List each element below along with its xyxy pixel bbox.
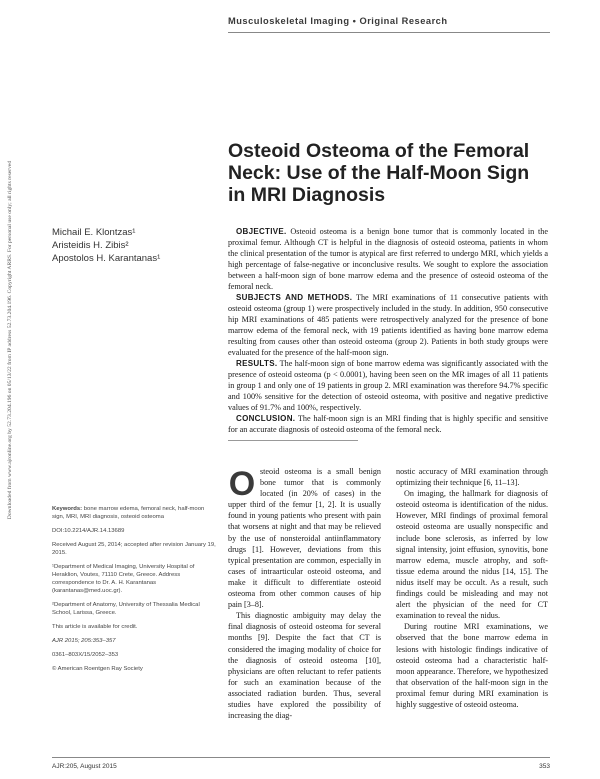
abstract-divider <box>228 440 358 441</box>
issn: 0361–803X/15/2052–353 <box>52 652 119 658</box>
download-notice <box>4 120 16 560</box>
abstract-objective <box>228 226 548 292</box>
download-notice-text: Downloaded from www.ajronline.org by 52.73.204.196 on 05/13/22 from IP address 52.73.204.196. Copyright ARRS. For personal use only; all rights reserved <box>7 160 13 520</box>
article-sidebar <box>52 505 218 679</box>
body-paragraph: This diagnostic ambiguity may delay the final diagnosis of osteoid osteoma for several months [9]. Despite the fact that CT is considered the imaging modality of choice for the diagnosis of osteoid osteoma [10], physicians are often reluctant to refer patients for such an examination because of the associated radiation burden. Thus, several studies have explored the possibility of increasing the diag- <box>228 611 381 721</box>
abstract-methods <box>228 292 548 358</box>
body-paragraph: During routine MRI examinations, we observed that the bone marrow edema in lesions with histologic findings indicative of osteoid osteoma had a characteristic half-moon appearance. Therefore, we hypothesized that observation of the half-moon sign in the proximal femur during MRI examination is highly suggestive of osteoid osteoma. <box>396 622 548 709</box>
body-text: steoid osteoma is a small benign bone tumor that is commonly located (in 20% of cases) in the upper third of the femur [1, 2]. It is usually found in young patients who present with pain that worsens at night and that may be relieved by the use of nonsteroidal antiinflammatory drugs [1]. However, deviations from this typical presentation are common, especially in cases of intraarticular osteoid osteoma, and make it difficult to differentiate osteoid osteoma from other common causes of hip pain [3–8]. <box>228 467 381 610</box>
doi: DOI:10.2214/AJR.14.13689 <box>52 528 125 534</box>
received-dates: Received August 25, 2014; accepted after revision January 19, 2015. <box>52 542 216 556</box>
objective-text: Osteoid osteoma is a benign bone tumor that is commonly located in the proximal femur. Although CT is helpful in the diagnosis of osteoid osteoma, patients in whom the clinical presentation of the tumor is atypical are first referred to undergo MRI, which yields a high percentage of false-negative or inconclusive results. We sought to explore the association between a half-moon sign of bone marrow edema and the presence of osteoid osteoma of the femoral neck. <box>228 227 548 291</box>
keywords-text: bone marrow edema, femoral neck, half-moon sign, MRI, MRI diagnosis, osteoid osteoma <box>52 506 205 520</box>
author: Michail E. Klontzas¹ <box>52 227 136 238</box>
copyright: © American Roentgen Ray Society <box>52 666 143 672</box>
citation: AJR 2015; 205:353–357 <box>52 638 116 644</box>
methods-heading: SUBJECTS AND METHODS. <box>236 293 353 302</box>
conclusion-heading: CONCLUSION. <box>236 414 296 423</box>
drop-cap <box>228 469 256 499</box>
page-number: 353 <box>539 763 550 770</box>
affiliation-1: ¹Department of Medical Imaging, University Hospital of Heraklion, Voutes, 71110 Crete, Greece. Address correspondence to Dr. A. H. Karantanas (karantanas@med.uoc.gr). <box>52 564 195 594</box>
footer-rule <box>52 757 550 758</box>
body-paragraph: nostic accuracy of MRI examination through optimizing their technique [6, 11–13]. <box>396 467 548 488</box>
objective-heading: OBJECTIVE. <box>236 227 287 236</box>
header-rule <box>228 32 550 33</box>
affiliation-2: ²Department of Anatomy, University of Thessalia Medical School, Larissa, Greece. <box>52 602 200 616</box>
body-paragraph <box>228 466 381 610</box>
abstract-results <box>228 358 548 413</box>
author-list <box>52 226 228 265</box>
body-column-1 <box>228 466 381 721</box>
drop-cap-letter: O <box>228 469 256 499</box>
body-column-2 <box>396 466 548 710</box>
journal-footer: AJR:205, August 2015 <box>52 763 117 770</box>
results-text: The half-moon sign of bone marrow edema was significantly associated with the presence of osteoid osteoma (p < 0.0001), having been seen on the MR images of all 11 patients in group 1 and only one of 19 patients in group 2. MRI examination was therefore 94.7% specific and 100% sensitive for the detection of osteoid osteoma, with positive and negative predictive values of 91.7% and 100%, respectively. <box>228 359 548 412</box>
abstract-conclusion <box>228 413 548 435</box>
methods-text: The MRI examinations of 11 consecutive patients with osteoid osteoma (group 1) were prospectively included in the study. In addition, 950 consecutive hip MRI examinations of 485 patients were retrospectively analyzed for the presence of bone marrow edema of the femoral neck, with 19 patients identified as having bone marrow edema resulting from causes other than osteoid osteoma (group 2). Patients in both study groups were evaluated for the presence of the half-moon sign. <box>228 293 548 357</box>
conclusion-text: The half-moon sign is an MRI finding that is highly specific and sensitive for an accurate diagnosis of osteoid osteoma of the femoral neck. <box>228 414 548 434</box>
author: Apostolos H. Karantanas¹ <box>52 253 161 264</box>
author: Aristeidis H. Zibis² <box>52 240 129 251</box>
abstract <box>228 226 548 435</box>
article-title: Osteoid Osteoma of the Femoral Neck: Use of the Half-Moon Sign in MRI Diagnosis <box>228 140 530 206</box>
credit-note: This article is available for credit. <box>52 624 138 630</box>
results-heading: RESULTS. <box>236 359 278 368</box>
keywords-label: Keywords: <box>52 506 83 512</box>
body-paragraph: On imaging, the hallmark for diagnosis of osteoid osteoma is identification of the nidus. However, MRI findings of proximal femoral osteoid osteoma are usually nonspecific and include bone sclerosis, as inferred by low signal intensity, joint effusion, synovitis, bone marrow edema, muscle atrophy, and soft-tissue edema around the nidus [14, 15]. The nidus itself may be occult. As a result, such findings could be misleading and may not alert the physician of the need for CT examination to reveal the nidus. <box>396 489 548 621</box>
section-header: Musculoskeletal Imaging • Original Research <box>228 16 448 26</box>
keywords <box>52 505 218 521</box>
